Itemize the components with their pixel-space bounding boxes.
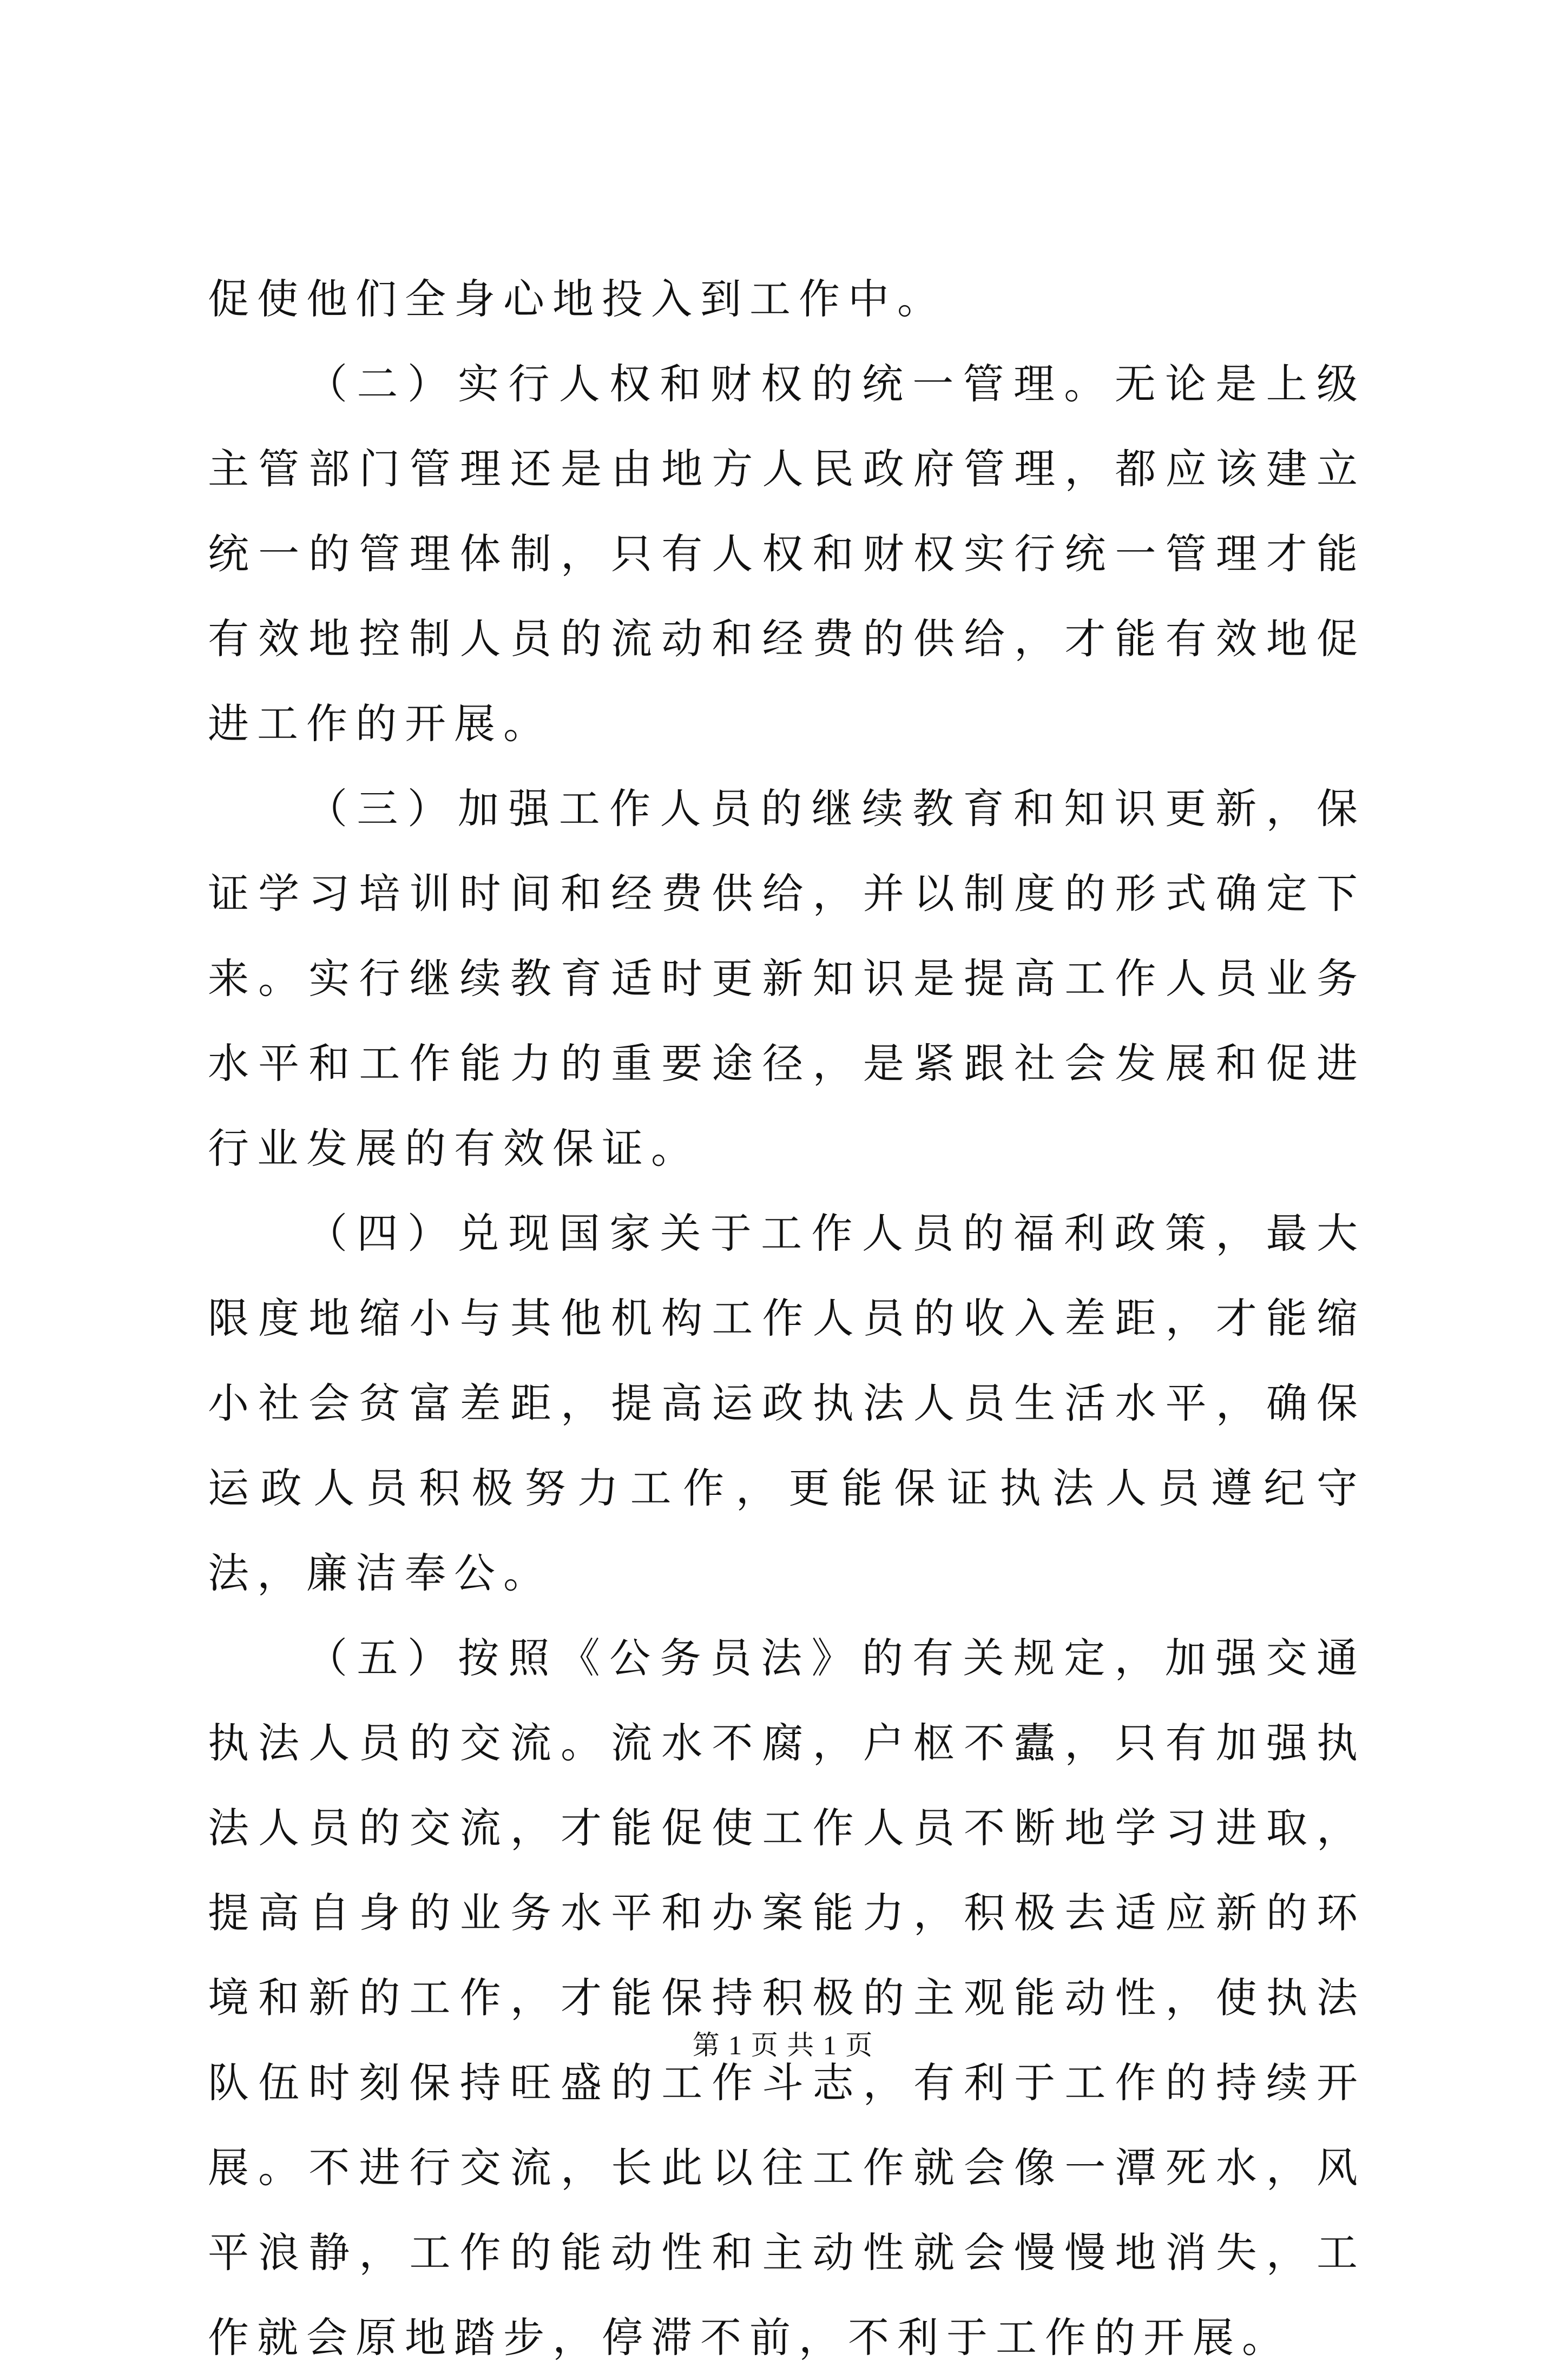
paragraph-item-3: （三）加强工作人员的继续教育和知识更新，保证学习培训时间和经费供给，并以制度的形式确定下来。实行继续教育适时更新知识是提高工作人员业务水平和工作能力的重要途径，是紧跟社会发展和促进行业发展的有效保证。 bbox=[208, 784, 1366, 1172]
paragraph-continuation: 促使他们全身心地投入到工作中。 bbox=[208, 275, 946, 323]
paragraph-item-2: （二）实行人权和财权的统一管理。无论是上级主管部门管理还是由地方人民政府管理，都应该建立统一的管理体制，只有人权和财权实行统一管理才能有效地控制人员的流动和经费的供给，才能有效地促进工作的开展。 bbox=[208, 360, 1366, 748]
page-number-footer: 第 1 页 共 1 页 bbox=[692, 2030, 874, 2060]
paragraph-item-4: （四）兑现国家关于工作人员的福利政策，最大限度地缩小与其他机构工作人员的收入差距，才能缩小社会贫富差距，提高运政执法人员生活水平，确保运政人员积极努力工作，更能保证执法人员遵纪守法，廉洁奉公。 bbox=[208, 1209, 1366, 1597]
paragraph-item-5: （五）按照《公务员法》的有关规定，加强交通执法人员的交流。流水不腐，户枢不蠹，只有加强执法人员的交流，才能促使工作人员不断地学习进取，提高自身的业务水平和办案能力，积极去适应新的环境和新的工作，才能保持积极的主观能动性，使执法队伍时刻保持旺盛的工作斗志，有利于工作的持续开展。不进行交流，长此以往工作就会像一潭死水，风平浪静，工作的能动性和主动性就会慢慢地消失，工作就会原地踏步，停滞不前，不利于工作的开展。 bbox=[208, 1634, 1366, 2362]
